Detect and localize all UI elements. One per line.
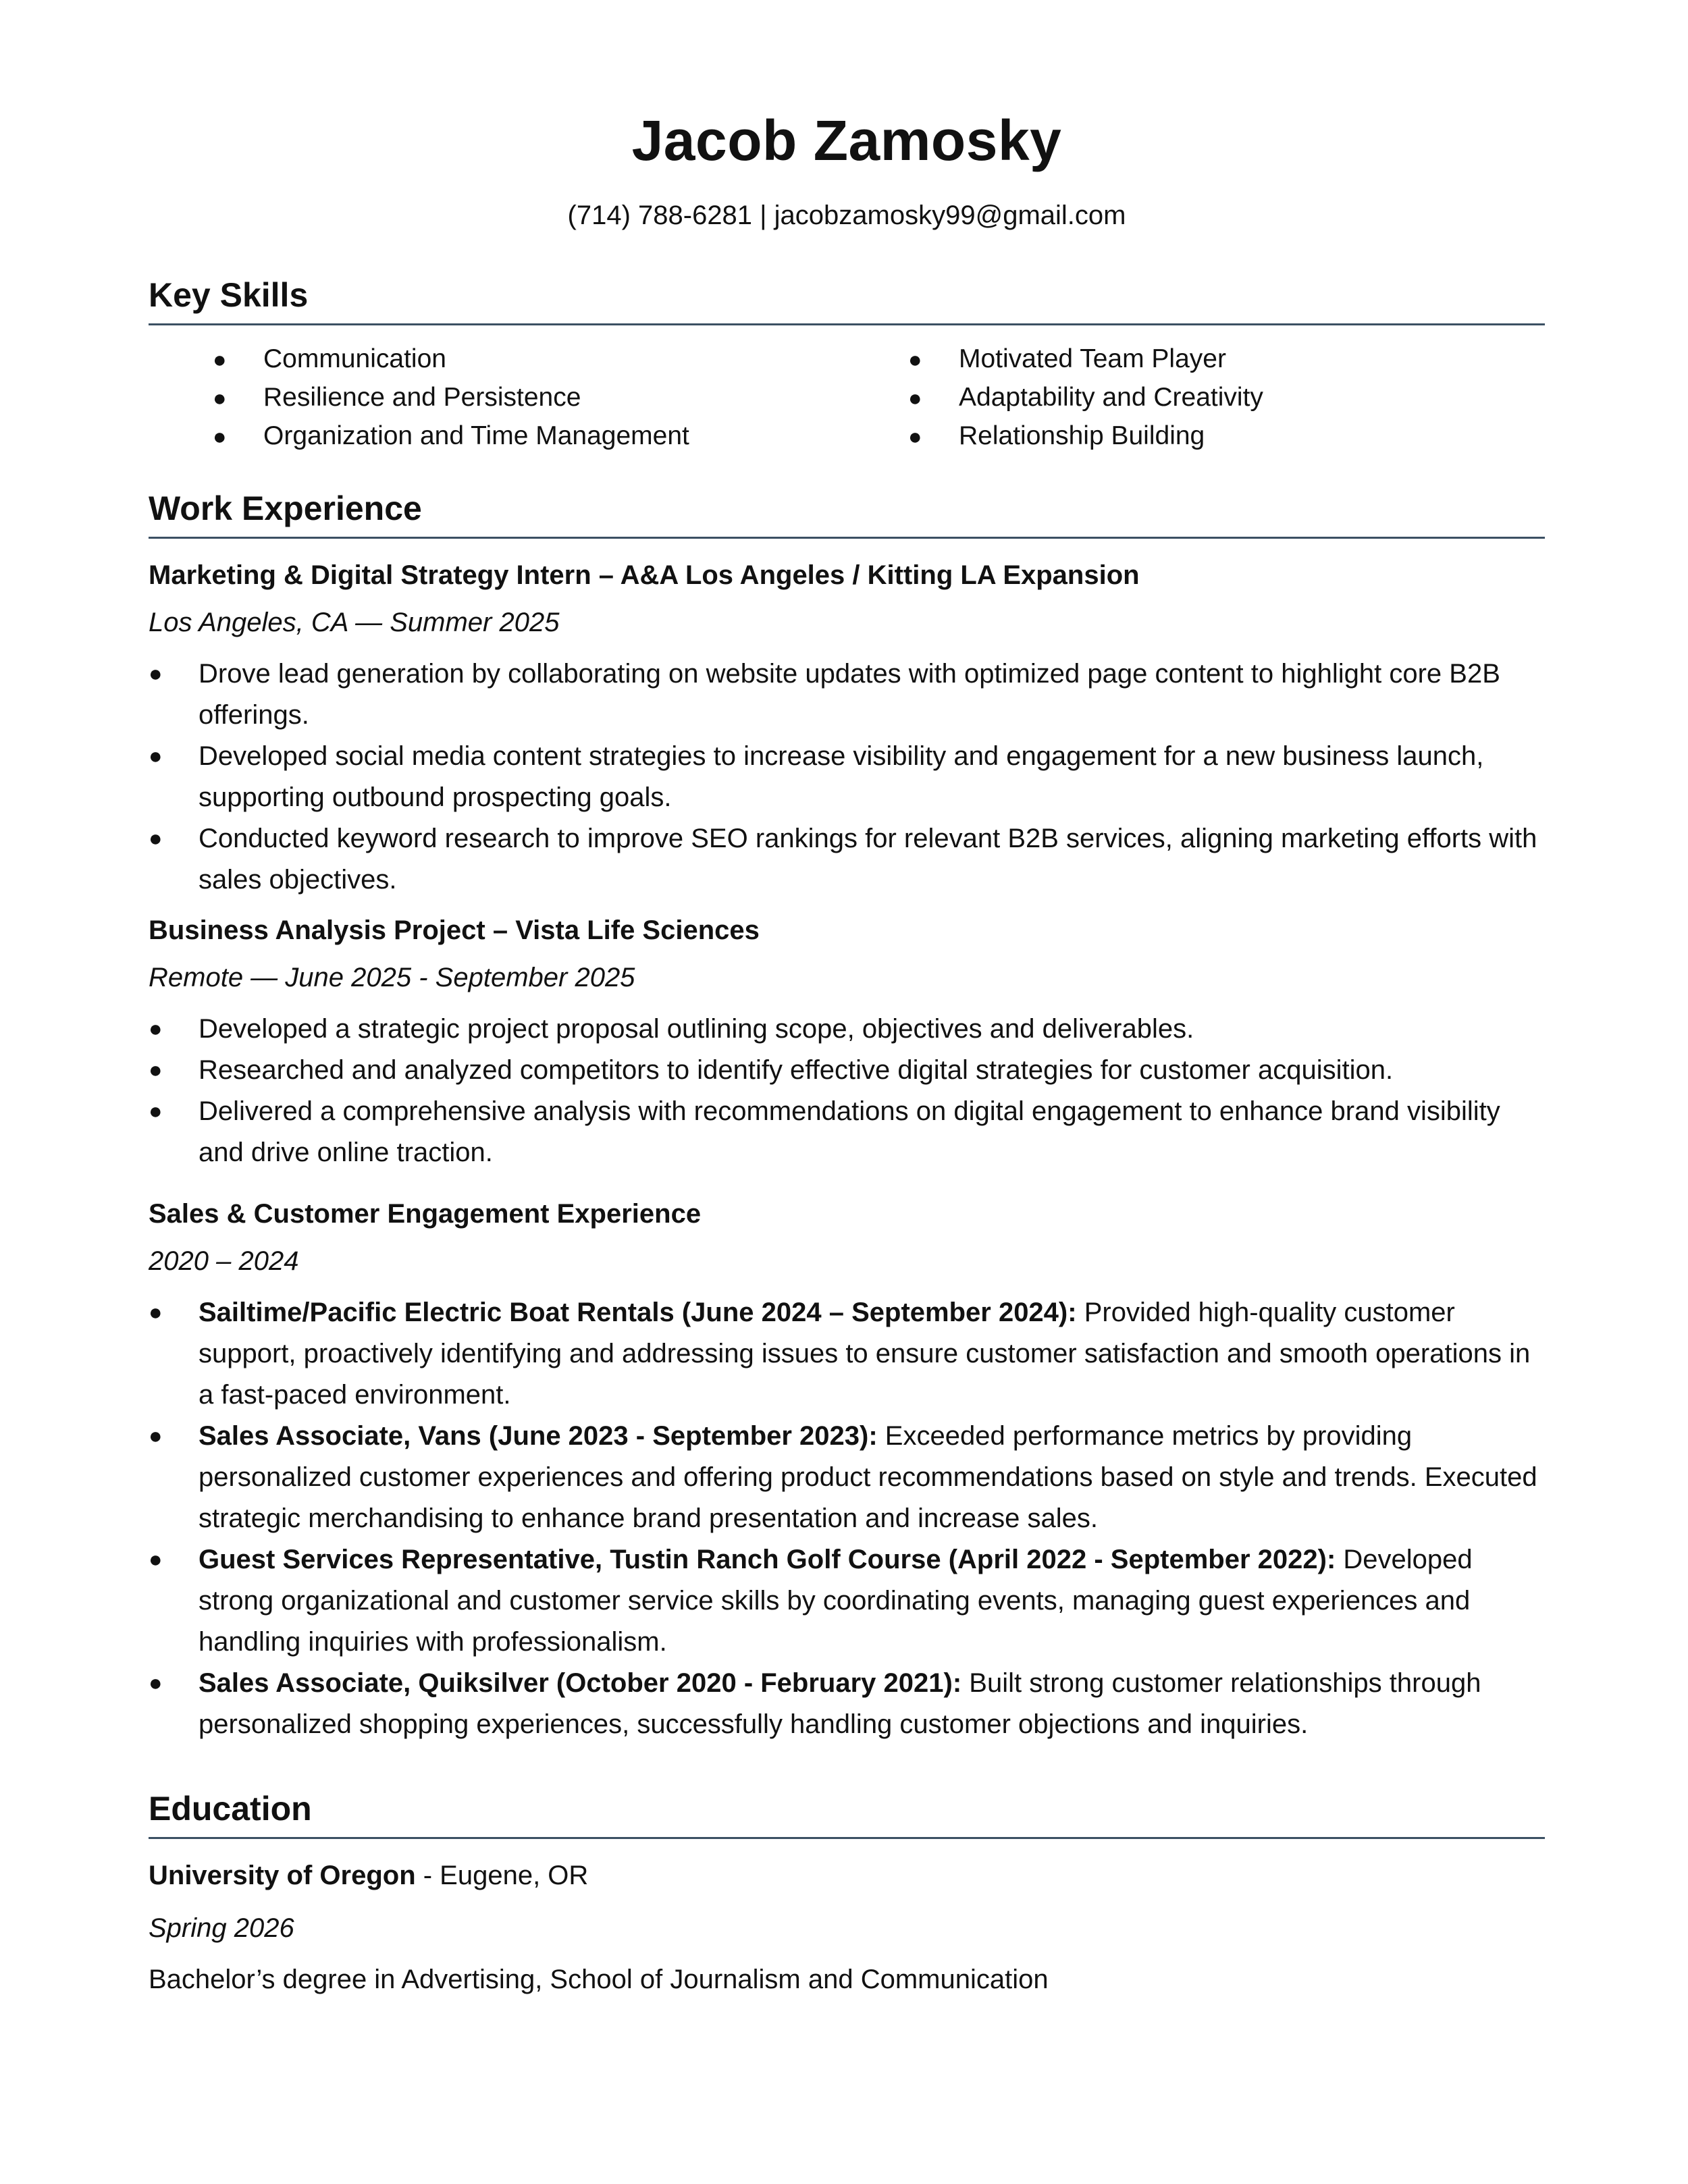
list-item xyxy=(149,1416,1545,1539)
job-title: Sales & Customer Engagement Experience xyxy=(149,1198,702,1229)
list-item xyxy=(149,654,1545,736)
bullet-icon: ● xyxy=(149,1098,163,1124)
school-name: University of Oregon xyxy=(149,1860,416,1890)
skill-label: Adaptability and Creativity xyxy=(959,382,1263,412)
skill-item xyxy=(844,379,1539,417)
bullet-icon: ● xyxy=(149,660,163,687)
job-bullets xyxy=(149,1009,1545,1173)
skill-label: Organization and Time Management xyxy=(263,421,689,450)
bullet-text: Developed social media content strategies to increase visibility and engagement for a new business launch, supporting outbound prospecting goals. xyxy=(199,741,1484,812)
bullet-text: Drove lead generation by collaborating on website updates with optimized page content to highlight core B2B offerings. xyxy=(199,658,1500,730)
bullet-icon: ● xyxy=(213,385,227,411)
bullet-icon: ● xyxy=(149,1422,163,1449)
list-item xyxy=(149,1292,1545,1416)
role-label: Sales Associate, Quiksilver (October 2020 - February 2021): xyxy=(199,1668,962,1698)
skills-divider xyxy=(149,323,1545,325)
bullet-text xyxy=(199,1539,1545,1663)
school-location: - Eugene, OR xyxy=(415,1860,589,1890)
skill-item xyxy=(844,417,1539,456)
role-label: Guest Services Representative, Tustin Ranch Golf Course (April 2022 - September 2022): xyxy=(199,1544,1336,1574)
bullet-icon: ● xyxy=(149,743,163,769)
skills-left-column xyxy=(149,340,844,456)
skill-label: Communication xyxy=(263,344,446,373)
list-item xyxy=(149,1091,1545,1173)
role-description: Provided high-quality customer support, proactively identifying and addressing issues to ensure customer satisfaction and smooth operations in a fast-paced environment. xyxy=(199,1297,1531,1410)
bullet-text: Delivered a comprehensive analysis with recommendations on digital engagement to enhance brand visibility and drive online traction. xyxy=(199,1096,1500,1167)
bullet-icon: ● xyxy=(908,423,922,450)
bullet-icon: ● xyxy=(149,1546,163,1572)
skill-label: Relationship Building xyxy=(959,421,1205,450)
bullet-icon: ● xyxy=(908,346,922,373)
job-bullets xyxy=(149,654,1545,901)
contact-line: (714) 788-6281 | jacobzamosky99@gmail.com xyxy=(567,200,1126,230)
job-meta: 2020 – 2024 xyxy=(149,1246,299,1276)
skills-grid xyxy=(149,340,1545,456)
skill-label: Resilience and Persistence xyxy=(263,382,581,412)
bullet-icon: ● xyxy=(149,1299,163,1325)
role-label: Sales Associate, Vans (June 2023 - September 2023): xyxy=(199,1420,878,1451)
work-heading: Work Experience xyxy=(149,489,422,527)
work-divider xyxy=(149,537,1545,539)
bullet-text xyxy=(199,1292,1545,1416)
bullet-icon: ● xyxy=(149,1670,163,1696)
skill-label: Motivated Team Player xyxy=(959,344,1226,373)
skills-heading: Key Skills xyxy=(149,275,309,314)
skill-item xyxy=(844,340,1539,379)
candidate-name: Jacob Zamosky xyxy=(631,109,1062,172)
bullet-text: Conducted keyword research to improve SEO rankings for relevant B2B services, aligning marketing efforts with sales objectives. xyxy=(199,823,1537,895)
role-description: Exceeded performance metrics by providing personalized customer experiences and offering product recommendations based on style and trends. Executed strategic merchandising to enhance brand presentation and increase sales. xyxy=(199,1420,1537,1533)
list-item xyxy=(149,1050,1545,1091)
role-description: Developed strong organizational and customer service skills by coordinating events, managing guest experiences and handling inquiries with professionalism. xyxy=(199,1544,1473,1657)
bullet-text: Developed a strategic project proposal outlining scope, objectives and deliverables. xyxy=(199,1013,1194,1044)
skill-item xyxy=(149,379,844,417)
education-divider xyxy=(149,1837,1545,1839)
bullet-text xyxy=(199,1416,1545,1539)
skill-item xyxy=(149,340,844,379)
bullet-text xyxy=(199,1663,1545,1745)
job-title: Marketing & Digital Strategy Intern – A&A Los Angeles / Kitting LA Expansion xyxy=(149,560,1140,590)
bullet-icon: ● xyxy=(149,825,163,851)
job-bullets xyxy=(149,1292,1545,1745)
job-meta: Los Angeles, CA — Summer 2025 xyxy=(149,607,560,637)
list-item xyxy=(149,736,1545,818)
list-item xyxy=(149,1663,1545,1745)
skill-item xyxy=(149,417,844,456)
list-item xyxy=(149,818,1545,901)
role-label: Sailtime/Pacific Electric Boat Rentals (June 2024 – September 2024): xyxy=(199,1297,1077,1327)
list-item xyxy=(149,1009,1545,1050)
education-date: Spring 2026 xyxy=(149,1913,294,1943)
education-heading: Education xyxy=(149,1789,312,1828)
bullet-icon: ● xyxy=(213,423,227,450)
skills-right-column xyxy=(844,340,1539,456)
role-description: Built strong customer relationships through personalized shopping experiences, successfully handling customer objections and inquiries. xyxy=(199,1668,1481,1739)
job-meta: Remote — June 2025 - September 2025 xyxy=(149,962,635,992)
bullet-icon: ● xyxy=(149,1057,163,1083)
job-title: Business Analysis Project – Vista Life Sciences xyxy=(149,915,760,945)
bullet-text: Researched and analyzed competitors to identify effective digital strategies for customer acquisition. xyxy=(199,1055,1394,1085)
bullet-icon: ● xyxy=(149,1015,163,1042)
education-school-line xyxy=(149,1859,1545,1892)
education-degree: Bachelor’s degree in Advertising, School of Journalism and Communication xyxy=(149,1964,1049,1994)
bullet-icon: ● xyxy=(908,385,922,411)
list-item xyxy=(149,1539,1545,1663)
bullet-icon: ● xyxy=(213,346,227,373)
